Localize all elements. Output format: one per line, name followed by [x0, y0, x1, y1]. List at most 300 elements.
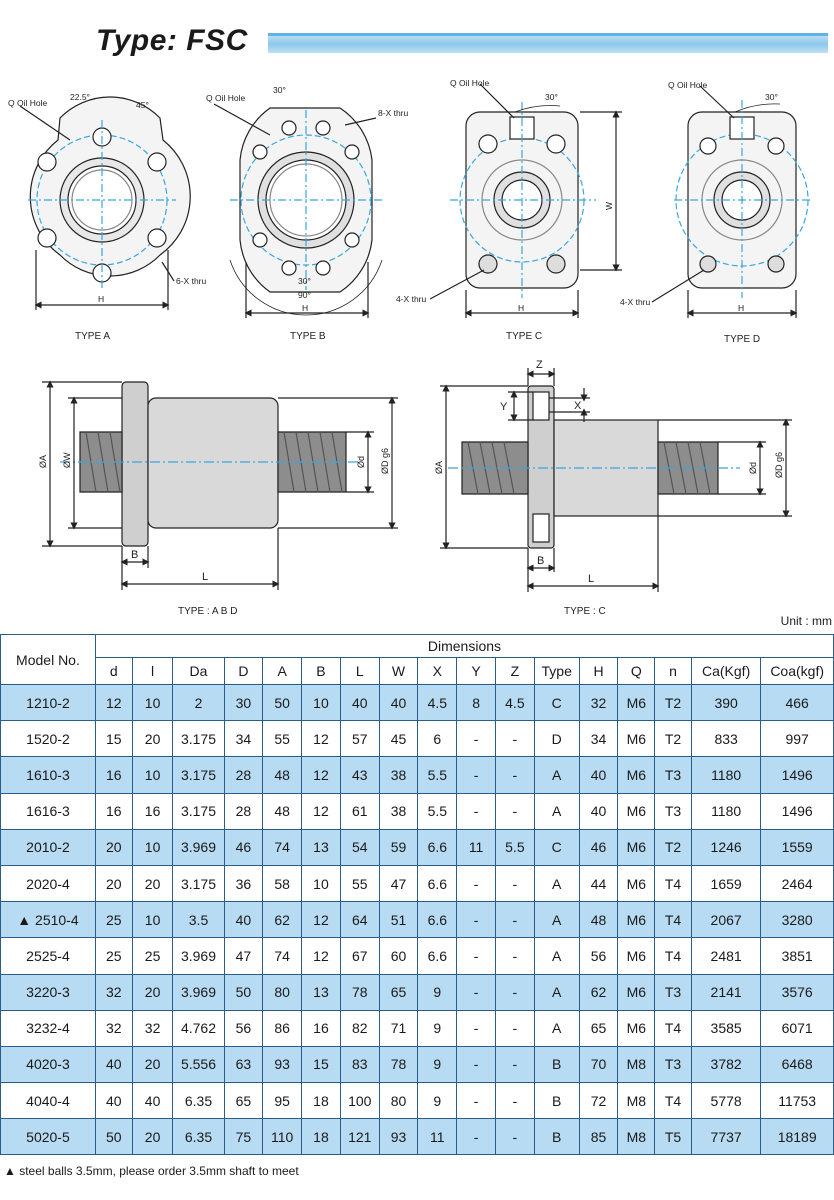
column-header: Q	[618, 658, 655, 685]
table-cell: 2464	[761, 865, 834, 901]
table-cell: 32	[579, 685, 618, 721]
table-cell: M6	[618, 757, 655, 793]
table-cell: A	[534, 974, 579, 1010]
table-cell: 78	[379, 1046, 418, 1082]
page-title: Type: FSC	[96, 24, 248, 57]
table-cell: -	[495, 902, 534, 938]
table-cell: 50	[224, 974, 263, 1010]
table-cell: 3.175	[173, 793, 224, 829]
table-cell: T2	[655, 829, 692, 865]
table-cell: 32	[95, 1010, 132, 1046]
table-cell: 61	[340, 793, 379, 829]
table-row	[1, 974, 834, 1010]
column-header: Type	[534, 658, 579, 685]
model-cell: ▲ 2510-4	[1, 902, 96, 938]
table-cell: 5778	[691, 1083, 760, 1119]
type-d-drawing	[652, 86, 810, 318]
table-cell: 6.6	[418, 938, 457, 974]
table-cell: 466	[761, 685, 834, 721]
table-cell: 4.5	[418, 685, 457, 721]
table-cell: C	[534, 829, 579, 865]
table-cell: M6	[618, 829, 655, 865]
column-header: B	[302, 658, 341, 685]
table-cell: B	[534, 1046, 579, 1082]
table-cell: 20	[132, 721, 173, 757]
table-cell: 10	[132, 685, 173, 721]
table-row	[1, 793, 834, 829]
table-row	[1, 865, 834, 901]
table-cell: 5.5	[418, 793, 457, 829]
table-cell: 10	[302, 685, 341, 721]
table-cell: 5.556	[173, 1046, 224, 1082]
type-b-holes: 8-X thru	[378, 108, 409, 118]
type-b-angle-top: 30°	[273, 85, 286, 95]
spec-table-body	[1, 685, 834, 1155]
side-view-abd-drawing	[42, 382, 398, 590]
table-cell: 8	[457, 685, 496, 721]
table-cell: T4	[655, 1010, 692, 1046]
table-cell: 30	[224, 685, 263, 721]
table-cell: 110	[263, 1119, 302, 1155]
table-cell: 9	[418, 1083, 457, 1119]
type-b-angle-bottom: 30°	[298, 276, 311, 286]
table-cell: 1496	[761, 793, 834, 829]
table-cell: B	[534, 1083, 579, 1119]
table-cell: -	[457, 1046, 496, 1082]
table-cell: M6	[618, 1010, 655, 1046]
table-row	[1, 1046, 834, 1082]
table-cell: 18189	[761, 1119, 834, 1155]
table-cell: -	[495, 865, 534, 901]
table-cell: 4.5	[495, 685, 534, 721]
table-cell: 40	[224, 902, 263, 938]
column-header: Coa(kgf)	[761, 658, 834, 685]
table-cell: 12	[302, 757, 341, 793]
table-cell: -	[457, 865, 496, 901]
table-cell: A	[534, 1010, 579, 1046]
type-d-holes: 4-X thru	[620, 297, 651, 307]
table-row	[1, 938, 834, 974]
type-a-angle2: 45°	[136, 100, 149, 110]
table-cell: 86	[263, 1010, 302, 1046]
table-cell: 83	[340, 1046, 379, 1082]
type-a-holes: 6-X thru	[176, 276, 207, 286]
table-cell: 85	[579, 1119, 618, 1155]
table-cell: 45	[379, 721, 418, 757]
table-cell: 72	[579, 1083, 618, 1119]
table-cell: 13	[302, 974, 341, 1010]
table-cell: 50	[95, 1119, 132, 1155]
abd-d: Ød	[356, 455, 366, 468]
table-cell: 6.35	[173, 1119, 224, 1155]
abd-caption: TYPE : A B D	[178, 606, 238, 617]
model-cell: 1616-3	[1, 793, 96, 829]
model-cell: 4040-4	[1, 1083, 96, 1119]
table-cell: 6071	[761, 1010, 834, 1046]
type-b-h: H	[302, 303, 309, 313]
column-header-row	[1, 658, 834, 685]
c-y: Y	[500, 401, 508, 413]
table-cell: 75	[224, 1119, 263, 1155]
table-cell: T3	[655, 757, 692, 793]
table-cell: T4	[655, 1083, 692, 1119]
table-cell: 48	[263, 793, 302, 829]
table-cell: 57	[340, 721, 379, 757]
model-cell: 1210-2	[1, 685, 96, 721]
table-cell: 11	[457, 829, 496, 865]
table-cell: 3.5	[173, 902, 224, 938]
table-cell: 3782	[691, 1046, 760, 1082]
c-x: X	[574, 400, 582, 412]
table-cell: 3280	[761, 902, 834, 938]
table-cell: 18	[302, 1119, 341, 1155]
table-cell: -	[495, 721, 534, 757]
model-cell: 2010-2	[1, 829, 96, 865]
table-cell: A	[534, 757, 579, 793]
table-cell: 2	[173, 685, 224, 721]
table-cell: 62	[579, 974, 618, 1010]
abd-a: ØA	[38, 454, 48, 468]
table-cell: 10	[132, 829, 173, 865]
table-cell: 34	[579, 721, 618, 757]
table-cell: 4.762	[173, 1010, 224, 1046]
table-row	[1, 685, 834, 721]
table-cell: -	[457, 1119, 496, 1155]
column-header: Z	[495, 658, 534, 685]
table-cell: 5.5	[495, 829, 534, 865]
table-cell: M6	[618, 974, 655, 1010]
c-dg6: ØD g6	[774, 451, 784, 478]
table-cell: B	[534, 1119, 579, 1155]
table-cell: 3.175	[173, 865, 224, 901]
table-cell: 15	[95, 721, 132, 757]
table-cell: M6	[618, 721, 655, 757]
table-cell: 6	[418, 721, 457, 757]
table-cell: 40	[579, 793, 618, 829]
table-cell: 20	[132, 974, 173, 1010]
table-cell: 82	[340, 1010, 379, 1046]
type-c-oil-label: Q Oil Hole	[450, 78, 490, 88]
table-cell: D	[534, 721, 579, 757]
table-cell: 100	[340, 1083, 379, 1119]
table-cell: 6.6	[418, 829, 457, 865]
c-d: Ød	[748, 461, 758, 474]
column-header: Da	[173, 658, 224, 685]
column-header: W	[379, 658, 418, 685]
table-cell: C	[534, 685, 579, 721]
table-cell: -	[457, 1010, 496, 1046]
table-cell: 3.969	[173, 829, 224, 865]
table-cell: 25	[95, 902, 132, 938]
type-c-caption: TYPE C	[506, 331, 543, 342]
table-cell: 15	[302, 1046, 341, 1082]
dimensions-header: Dimensions	[95, 635, 833, 658]
table-cell: 32	[95, 974, 132, 1010]
table-cell: 10	[302, 865, 341, 901]
table-cell: 40	[379, 685, 418, 721]
table-cell: -	[495, 793, 534, 829]
table-cell: 3.969	[173, 974, 224, 1010]
table-cell: 12	[302, 793, 341, 829]
table-row	[1, 829, 834, 865]
abd-b: B	[131, 549, 139, 561]
unit-label: Unit : mm	[780, 614, 832, 628]
table-cell: 25	[132, 938, 173, 974]
table-cell: 47	[224, 938, 263, 974]
table-cell: 40	[132, 1083, 173, 1119]
table-cell: 3585	[691, 1010, 760, 1046]
spec-table	[0, 634, 834, 1155]
model-cell: 1610-3	[1, 757, 96, 793]
type-d-angle: 30°	[765, 92, 778, 102]
table-cell: 16	[95, 757, 132, 793]
type-c-w: W	[604, 201, 614, 210]
table-cell: M6	[618, 793, 655, 829]
table-cell: 9	[418, 1010, 457, 1046]
type-b-angle-90: 90°	[298, 290, 311, 300]
type-b-caption: TYPE B	[290, 331, 326, 342]
table-cell: 34	[224, 721, 263, 757]
table-cell: 50	[263, 685, 302, 721]
table-cell: M6	[618, 865, 655, 901]
table-cell: 12	[302, 902, 341, 938]
table-cell: 46	[224, 829, 263, 865]
table-cell: 12	[302, 721, 341, 757]
table-cell: 3576	[761, 974, 834, 1010]
table-cell: 11753	[761, 1083, 834, 1119]
table-cell: -	[495, 1010, 534, 1046]
table-cell: T5	[655, 1119, 692, 1155]
model-header: Model No.	[1, 635, 96, 685]
table-cell: -	[457, 1083, 496, 1119]
table-cell: -	[495, 938, 534, 974]
table-cell: A	[534, 793, 579, 829]
table-cell: 3851	[761, 938, 834, 974]
table-cell: -	[495, 1046, 534, 1082]
table-cell: 40	[579, 757, 618, 793]
table-cell: 390	[691, 685, 760, 721]
column-header: L	[340, 658, 379, 685]
model-cell: 3232-4	[1, 1010, 96, 1046]
table-cell: 38	[379, 757, 418, 793]
column-header: H	[579, 658, 618, 685]
model-cell: 4020-3	[1, 1046, 96, 1082]
table-cell: 20	[132, 1046, 173, 1082]
table-cell: 6.6	[418, 865, 457, 901]
column-header: n	[655, 658, 692, 685]
table-cell: 833	[691, 721, 760, 757]
table-cell: 65	[224, 1083, 263, 1119]
table-cell: 25	[95, 938, 132, 974]
table-cell: 10	[132, 757, 173, 793]
type-c-h: H	[518, 303, 525, 313]
table-cell: 20	[132, 865, 173, 901]
table-cell: 64	[340, 902, 379, 938]
type-d-h: H	[738, 303, 745, 313]
table-cell: T3	[655, 974, 692, 1010]
table-cell: 16	[302, 1010, 341, 1046]
table-cell: T3	[655, 1046, 692, 1082]
table-cell: 6468	[761, 1046, 834, 1082]
table-cell: 59	[379, 829, 418, 865]
model-cell: 2525-4	[1, 938, 96, 974]
table-cell: 48	[263, 757, 302, 793]
table-cell: 20	[95, 865, 132, 901]
c-caption: TYPE : C	[564, 606, 606, 617]
table-cell: 20	[132, 1119, 173, 1155]
table-cell: -	[457, 938, 496, 974]
table-cell: 9	[418, 974, 457, 1010]
table-cell: 48	[579, 902, 618, 938]
table-cell: 2481	[691, 938, 760, 974]
table-cell: A	[534, 938, 579, 974]
table-cell: 40	[340, 685, 379, 721]
table-cell: 6.35	[173, 1083, 224, 1119]
table-cell: 80	[263, 974, 302, 1010]
table-cell: 56	[579, 938, 618, 974]
column-header: D	[224, 658, 263, 685]
column-header: Ca(Kgf)	[691, 658, 760, 685]
table-cell: 12	[95, 685, 132, 721]
c-b: B	[537, 555, 545, 567]
table-cell: 55	[263, 721, 302, 757]
table-cell: M6	[618, 938, 655, 974]
type-a-h: H	[98, 294, 105, 304]
table-cell: 7737	[691, 1119, 760, 1155]
table-cell: -	[457, 793, 496, 829]
table-cell: M6	[618, 902, 655, 938]
model-cell: 3220-3	[1, 974, 96, 1010]
table-cell: 80	[379, 1083, 418, 1119]
model-cell: 5020-5	[1, 1119, 96, 1155]
table-cell: 74	[263, 829, 302, 865]
type-d-oil-label: Q Oil Hole	[668, 80, 708, 90]
table-cell: 93	[379, 1119, 418, 1155]
table-cell: 16	[132, 793, 173, 829]
table-cell: 32	[132, 1010, 173, 1046]
table-cell: -	[495, 757, 534, 793]
table-cell: T3	[655, 793, 692, 829]
table-cell: -	[495, 1083, 534, 1119]
table-cell: -	[495, 1119, 534, 1155]
table-cell: 2067	[691, 902, 760, 938]
column-header: l	[132, 658, 173, 685]
type-c-holes: 4-X thru	[396, 294, 427, 304]
table-cell: 28	[224, 757, 263, 793]
table-cell: 2141	[691, 974, 760, 1010]
table-cell: 1180	[691, 757, 760, 793]
table-cell: T2	[655, 721, 692, 757]
table-row	[1, 1083, 834, 1119]
table-cell: -	[495, 974, 534, 1010]
type-c-drawing	[430, 84, 622, 318]
table-cell: 40	[95, 1046, 132, 1082]
table-cell: A	[534, 865, 579, 901]
abd-w: ØW	[62, 452, 72, 468]
type-b-oil-label: Q Oil Hole	[206, 93, 246, 103]
table-cell: 3.175	[173, 721, 224, 757]
table-cell: 78	[340, 974, 379, 1010]
table-cell: -	[457, 902, 496, 938]
table-cell: 28	[224, 793, 263, 829]
table-cell: M8	[618, 1119, 655, 1155]
table-cell: -	[457, 974, 496, 1010]
table-cell: 1559	[761, 829, 834, 865]
table-cell: 12	[302, 938, 341, 974]
table-cell: 121	[340, 1119, 379, 1155]
c-a: ØA	[434, 460, 444, 474]
table-cell: 5.5	[418, 757, 457, 793]
table-cell: 58	[263, 865, 302, 901]
footnote: ▲ steel balls 3.5mm, please order 3.5mm shaft to meet	[4, 1164, 299, 1178]
table-cell: 62	[263, 902, 302, 938]
table-cell: 20	[95, 829, 132, 865]
table-cell: 1246	[691, 829, 760, 865]
table-cell: 56	[224, 1010, 263, 1046]
table-cell: 93	[263, 1046, 302, 1082]
table-row	[1, 902, 834, 938]
table-cell: 997	[761, 721, 834, 757]
table-cell: T4	[655, 865, 692, 901]
type-a-caption: TYPE A	[75, 331, 111, 342]
side-view-c-drawing	[440, 368, 792, 592]
column-header: Y	[457, 658, 496, 685]
table-cell: T4	[655, 902, 692, 938]
table-row	[1, 1010, 834, 1046]
table-cell: 47	[379, 865, 418, 901]
table-cell: 63	[224, 1046, 263, 1082]
table-cell: M6	[618, 685, 655, 721]
table-cell: 1180	[691, 793, 760, 829]
table-cell: 74	[263, 938, 302, 974]
table-cell: 11	[418, 1119, 457, 1155]
table-cell: 65	[379, 974, 418, 1010]
table-cell: 55	[340, 865, 379, 901]
table-cell: -	[457, 721, 496, 757]
table-cell: 1496	[761, 757, 834, 793]
type-a-oil-label: Q Oil Hole	[8, 98, 48, 108]
abd-dg6: ØD g6	[380, 447, 390, 474]
table-cell: 46	[579, 829, 618, 865]
table-cell: 43	[340, 757, 379, 793]
table-cell: 70	[579, 1046, 618, 1082]
c-z: Z	[536, 359, 543, 371]
table-cell: 95	[263, 1083, 302, 1119]
type-c-angle: 30°	[545, 92, 558, 102]
table-cell: 60	[379, 938, 418, 974]
table-cell: T4	[655, 938, 692, 974]
table-cell: A	[534, 902, 579, 938]
c-l: L	[588, 573, 595, 585]
table-cell: 9	[418, 1046, 457, 1082]
model-cell: 1520-2	[1, 721, 96, 757]
table-row	[1, 757, 834, 793]
table-cell: 1659	[691, 865, 760, 901]
table-cell: 65	[579, 1010, 618, 1046]
table-cell: 71	[379, 1010, 418, 1046]
model-cell: 2020-4	[1, 865, 96, 901]
table-cell: 6.6	[418, 902, 457, 938]
table-cell: 44	[579, 865, 618, 901]
table-cell: 13	[302, 829, 341, 865]
table-cell: -	[457, 757, 496, 793]
table-cell: 67	[340, 938, 379, 974]
table-cell: 36	[224, 865, 263, 901]
column-header: A	[263, 658, 302, 685]
table-cell: M8	[618, 1083, 655, 1119]
table-cell: 3.969	[173, 938, 224, 974]
table-cell: T2	[655, 685, 692, 721]
